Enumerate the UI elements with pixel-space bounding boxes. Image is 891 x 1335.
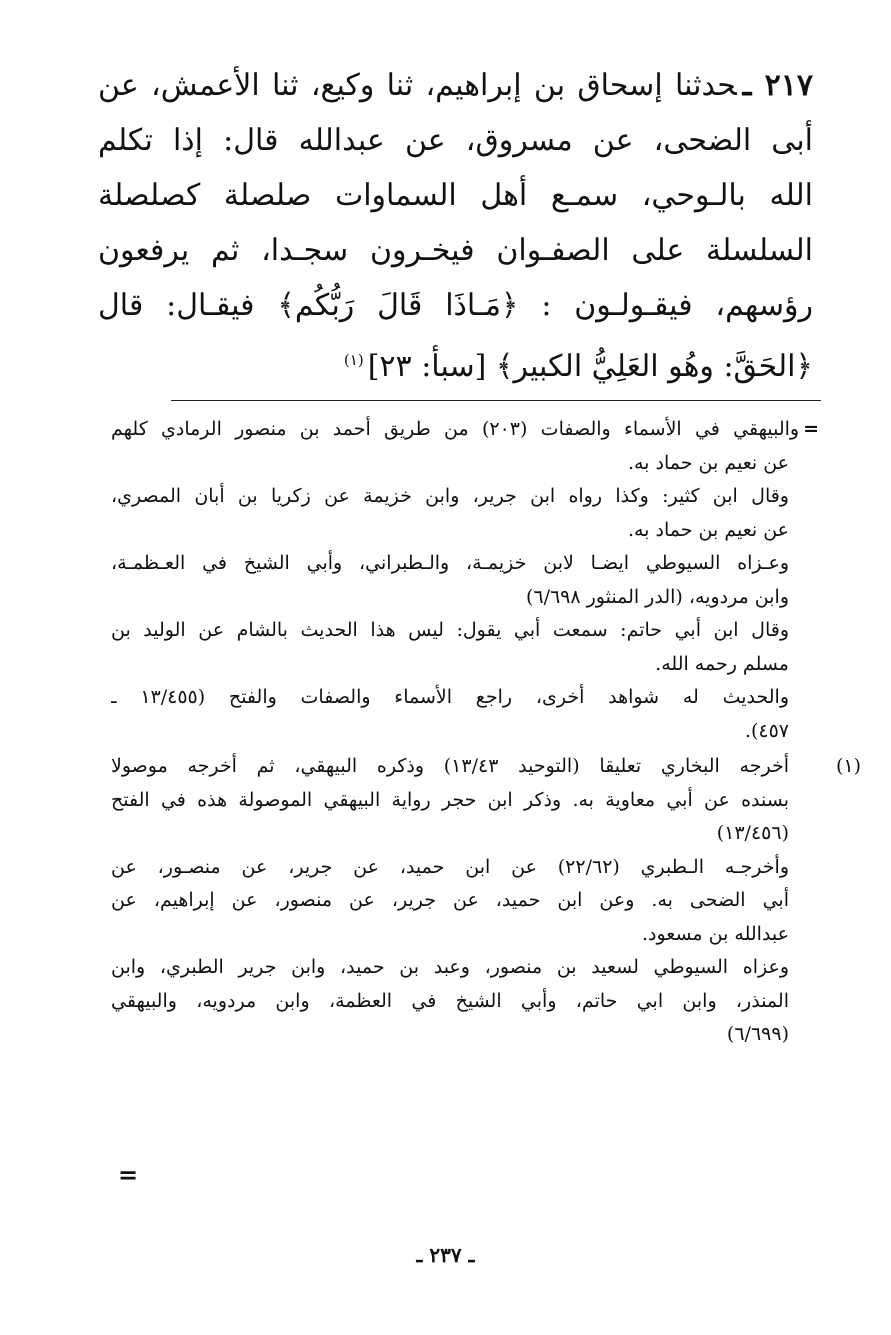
footnote-paragraph (111, 547, 819, 614)
footnote-line: عن نعيم بن حماد به. (627, 518, 789, 541)
hadith-line (98, 333, 813, 388)
hadith-line: أبى الضحى، عن مسروق، عن عبدالله قال: إذا تكلم (98, 123, 813, 158)
footnote-line-text: (٦/٦٩٩) (726, 1023, 789, 1045)
footnote-line: وعزاه السيوطي لسعيد بن منصور، وعبد بن حميد، وابن جرير الطبري، وابن (111, 956, 789, 978)
footnote-line: (١٣/٤٥٦) (716, 822, 789, 844)
footnote-line: والحديث له شواهد أخرى، راجع الأسماء والصفات والفتح (١٣/٤٥٥ ـ (111, 686, 789, 708)
hadith-line-text: حدثنا إسحاق بن إبراهيم، ثنا وكيع، ثنا الأعمش، عن (98, 68, 737, 103)
footnote-marker: (١) (835, 755, 861, 777)
footnotes (111, 413, 861, 1052)
footnote-paragraph (111, 480, 819, 547)
hadith-line: السلسلة على الصفـوان فيخـرون سجـدا، ثم يرفعون (98, 233, 813, 268)
hadith-line: رؤسهم، فيقـولـون : ﴿مَـاذَا قَالَ رَبُّكُم﴾ فيقـال: قال (98, 288, 813, 323)
footnote-1 (111, 750, 861, 851)
footnote-paragraph (111, 681, 819, 748)
footnote-line: المنذر، وابن ابي حاتم، وأبي الشيخ في العظمة، وابن مردويه، والبيهقي (111, 989, 789, 1012)
page-number: ـ ٢٣٧ ـ (416, 1243, 475, 1267)
hadith-line: الله بالـوحي، سمـع أهل السماوات صلصلة كصلصلة (98, 178, 813, 213)
footnote-line: مسلم رحمه الله. (655, 652, 789, 675)
footnote-line: ٤٥٧). (744, 719, 789, 742)
footnote-line: وابن مردويه، (الدر المنثور ٦/٦٩٨) (525, 585, 789, 608)
hadith-line (98, 58, 813, 113)
footnote-paragraph (111, 851, 819, 952)
footnote-line-text: والبيهقي في الأسماء والصفات (٢٠٣) من طريق أحمد بن منصور الرمادي كلهم (111, 418, 800, 440)
footnote-line (111, 1018, 789, 1052)
footnote-reference: (١) (343, 351, 364, 369)
footnote-line: عبدالله بن مسعود. (641, 922, 789, 945)
footnote-line: أبي الضحى به. وعن ابن حميد، عن جرير، عن منصور، عن إبراهيم، عن (111, 889, 789, 911)
hadith-text (98, 58, 813, 388)
footnote-line: أخرجه البخاري تعليقا (التوحيد ١٣/٤٣) وذكره البيهقي، ثم أخرجه موصولا (111, 755, 789, 777)
continuation-mark-end: = (118, 1160, 139, 1189)
footnote-continuation (111, 413, 819, 480)
footnote-separator (171, 400, 821, 401)
footnote-line: وعـزاه السيوطي ايضـا لابن خزيمـة، والـطبراني، وأبي الشيخ في العـظمـة، (111, 552, 789, 574)
hadith-line-text: ﴿الحَقَّ: وهُو العَلِيُّ الكبير﴾ [سبأ: ٢٣] (367, 349, 813, 384)
footnote-line: بسنده عن أبي معاوية به. وذكر ابن حجر رواية البيهقي الموصولة هذه في الفتح (111, 788, 789, 811)
footnote-line: وقال ابن كثير: وكذا رواه ابن جرير، وابن خزيمة عن زكريا بن أبان المصري، (111, 485, 789, 507)
continuation-mark: = (803, 418, 819, 440)
footnote-paragraph (111, 614, 819, 681)
footnote-line: وقال ابن أبي حاتم: سمعت أبي يقول: ليس هذا الحديث بالشام عن الوليد بن (111, 619, 789, 641)
hadith-number: ٢١٧ ـ (742, 68, 813, 103)
footnote-line: وأخرجـه الـطبري (٢٢/٦٢) عن ابن حميد، عن جرير، عن منصـور، عن (111, 855, 789, 878)
footnote-line: عن نعيم بن حماد به. (627, 451, 789, 474)
footnote-line (111, 413, 819, 447)
footnote-paragraph (111, 951, 819, 1052)
